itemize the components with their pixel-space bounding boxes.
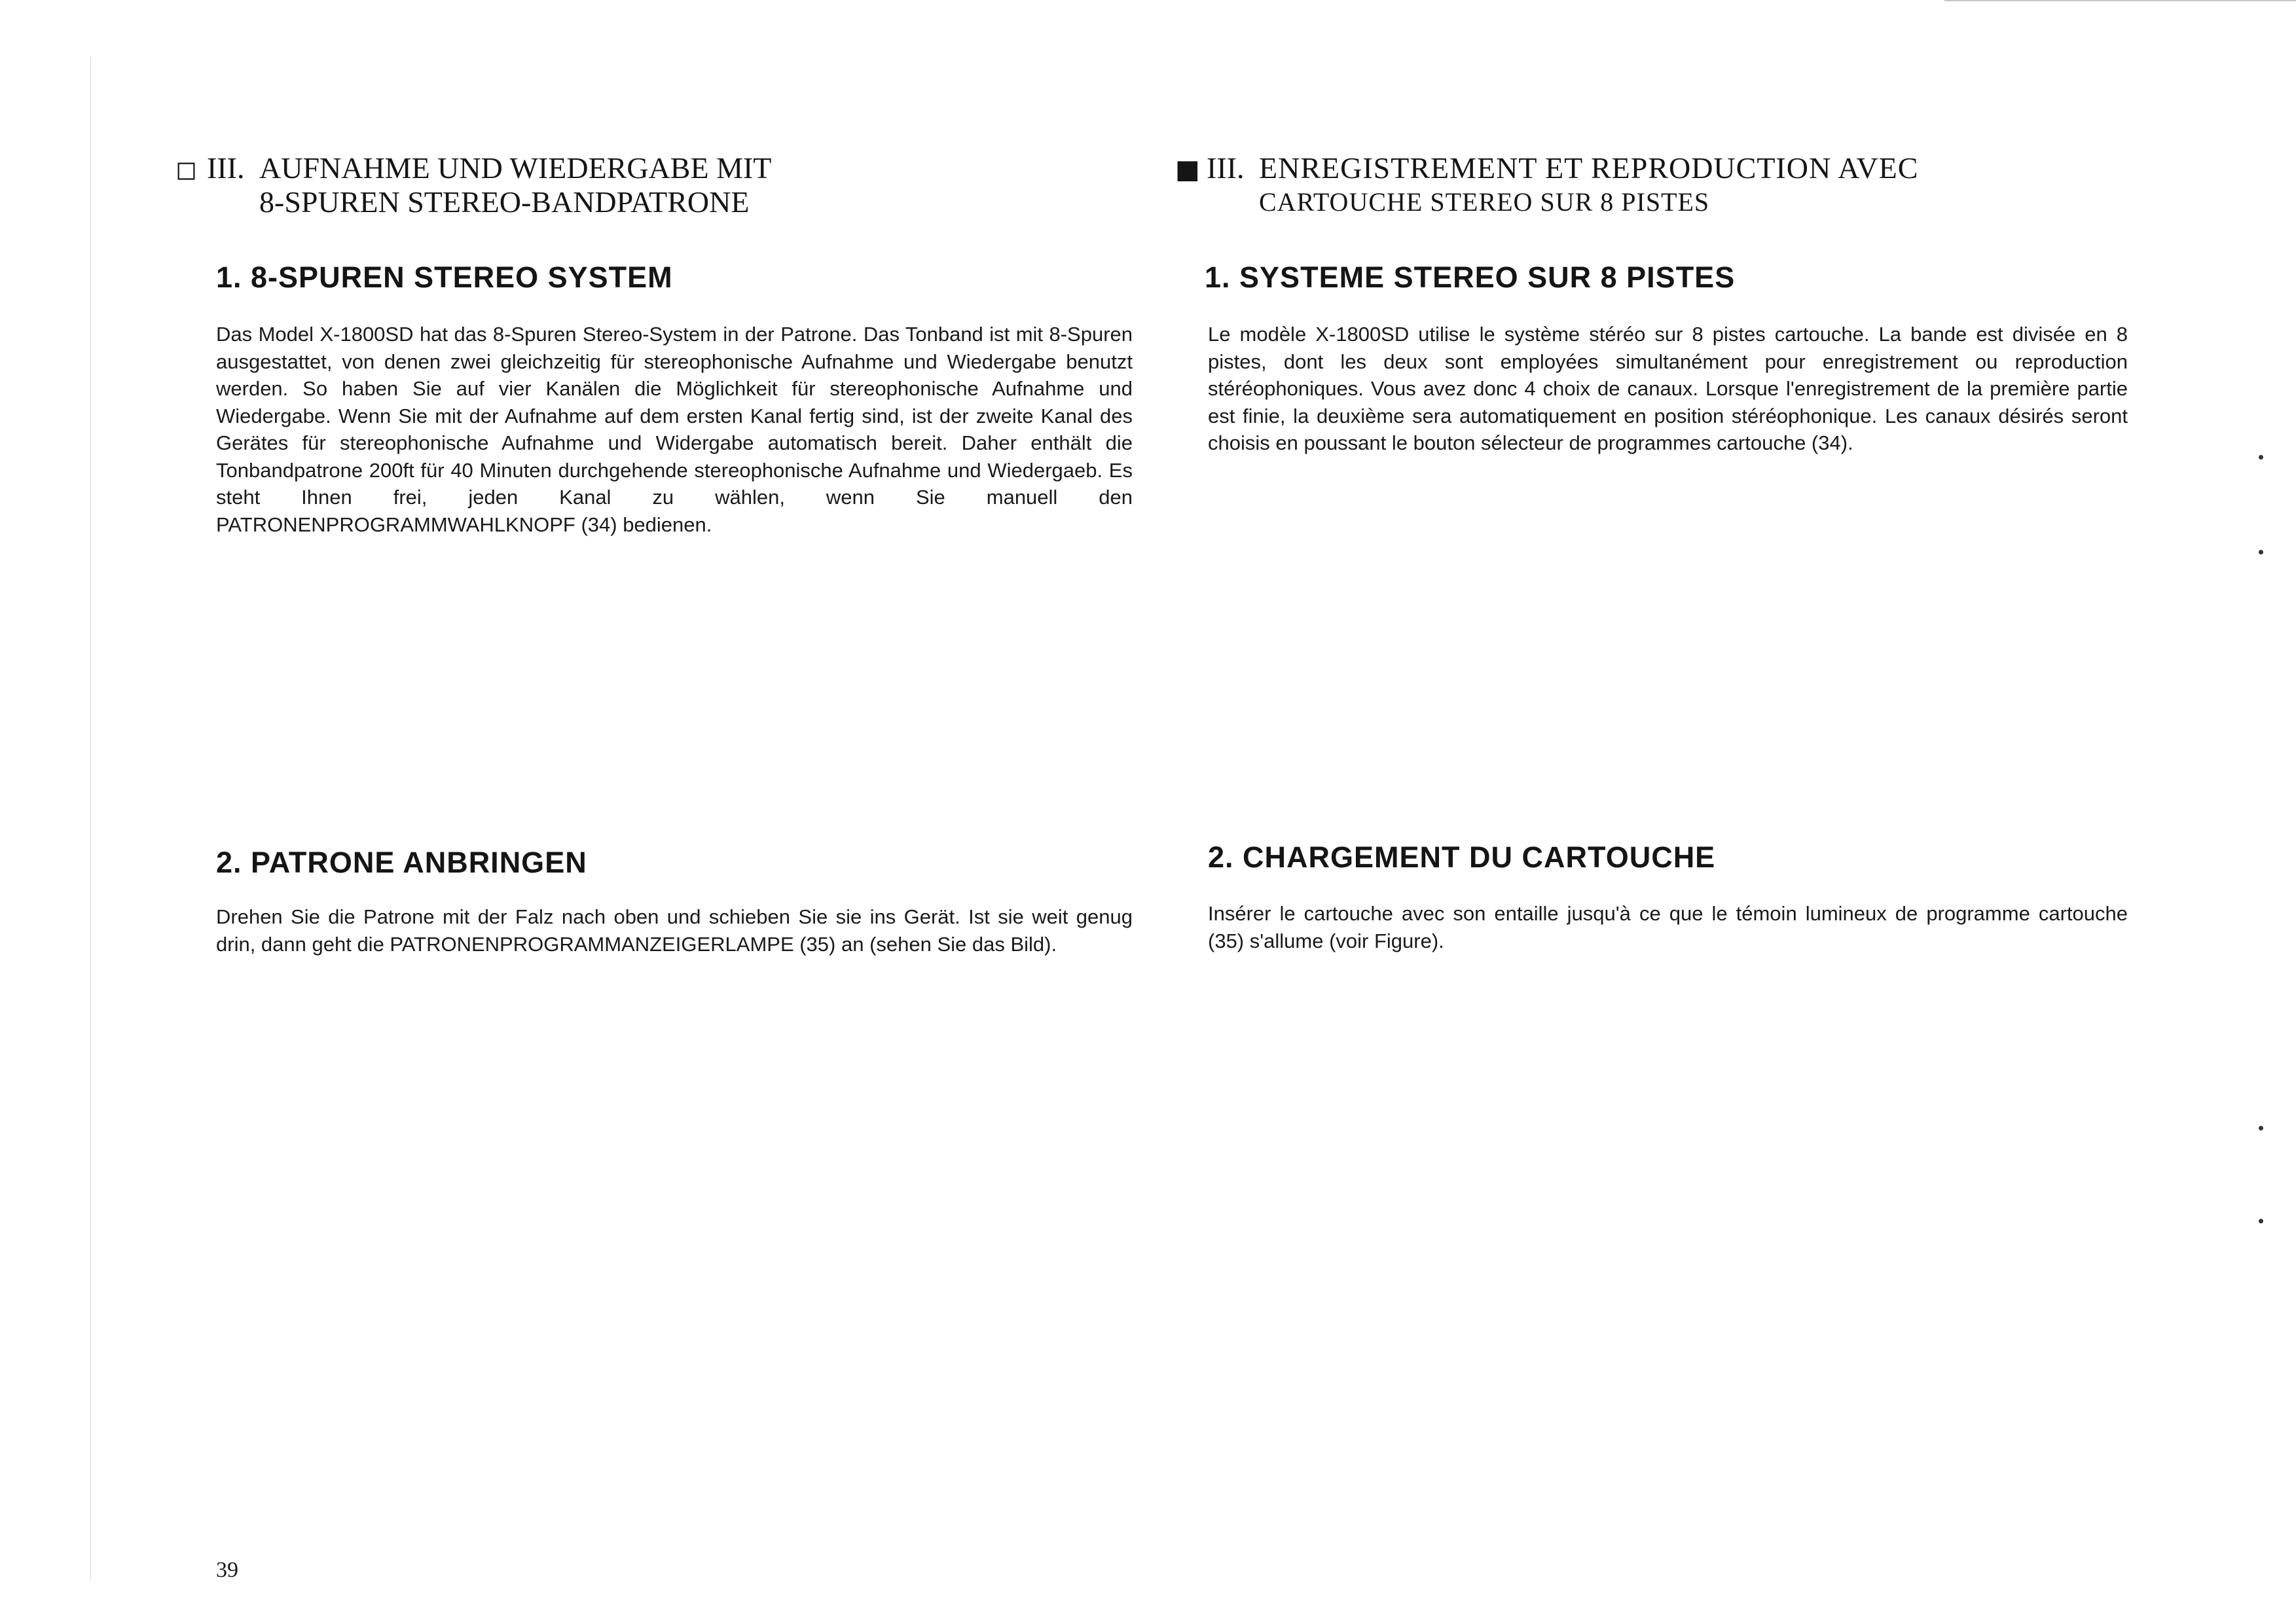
section-heading-fr-2: 2. CHARGEMENT DU CARTOUCHE [1208, 840, 1716, 874]
margin-dot [2259, 455, 2263, 460]
chapter-number: III. [207, 151, 245, 185]
chapter-title-line2: CARTOUCHE STEREO SUR 8 PISTES [1259, 187, 1710, 217]
page-number: 39 [216, 1558, 238, 1582]
paragraph-fr-1: Le modèle X-1800SD utilise le système stéréo sur 8 pistes cartouche. La bande est divisée en 8 pistes, dont les deux sont employées simultanément pour enregistrement ou reproduction stéréophoniques. Vous avez donc 4 choix de canaux. Lorsque l'enregistrement de la première partie est finie, la deuxième sera automatiquement en position stéréophonique. Les canaux désirés seront choisis en poussant le bouton sélecteur de programmes cartouche (34). [1208, 323, 2128, 454]
chapter-number: III. [1207, 151, 1245, 185]
section-heading-de-1: 1. 8-SPUREN STEREO SYSTEM [216, 261, 673, 294]
chapter-marker-filled-icon: ■ [1175, 154, 1200, 185]
chapter-title-french [1175, 152, 1918, 219]
chapter-title-line2: 8-SPUREN STEREO-BANDPATRONE [259, 185, 750, 219]
section-heading-de-2: 2. PATRONE ANBRINGEN [216, 846, 587, 879]
paragraph-fr-2: Insérer le cartouche avec son entaille jusqu'à ce que le témoin lumineux de programme cartouche (35) s'allume (voir Figure). [1208, 902, 2128, 952]
chapter-title-line1: AUFNAHME UND WIEDERGABE MIT [259, 151, 772, 185]
paragraph-de-2: Drehen Sie die Patrone mit der Falz nach oben und schieben Sie sie ins Gerät. Ist sie weit genug drin, dann geht die PATRONENPROGRAMMANZEIGERLAMPE (35) an (sehen Sie das Bild). [216, 905, 1133, 956]
paragraph-de-1: Das Model X-1800SD hat das 8-Spuren Stereo-System in der Patrone. Das Tonband ist mit 8-Spuren ausgestattet, von denen zwei gleichzeitig für stereophonische Aufnahme und Wiedergabe benutzt werden. So haben Sie auf vier Kanälen die Möglichkeit für stereophonische Aufnahme und Wiedergabe. Wenn Sie mit der Aufnahme auf dem ersten Kanal fertig sind, ist der zweite Kanal des Gerätes für stereophonische Aufnahme und Widergabe automatisch bereit. Daher enthält die Tonbandpatrone 200ft für 40 Minuten durchgehende stereophonische Aufnahme und Wiedergaeb. Es steht Ihnen frei, jeden Kanal zu wählen, wenn Sie manuell den PATRONENPROGRAMMWAHLKNOPF (34) bedienen. [216, 323, 1133, 536]
chapter-marker-outline-icon: ◻ [175, 154, 198, 185]
margin-dot [2259, 1126, 2263, 1130]
chapter-title-german [175, 152, 771, 219]
section-heading-fr-1: 1. SYSTEME STEREO SUR 8 PISTES [1205, 261, 1736, 294]
top-edge-rule [1944, 0, 2296, 1]
chapter-title-line1: ENREGISTREMENT ET REPRODUCTION AVEC [1259, 151, 1919, 185]
binding-margin-line [90, 56, 91, 1581]
margin-dot [2259, 1219, 2263, 1223]
margin-dot [2259, 550, 2263, 554]
